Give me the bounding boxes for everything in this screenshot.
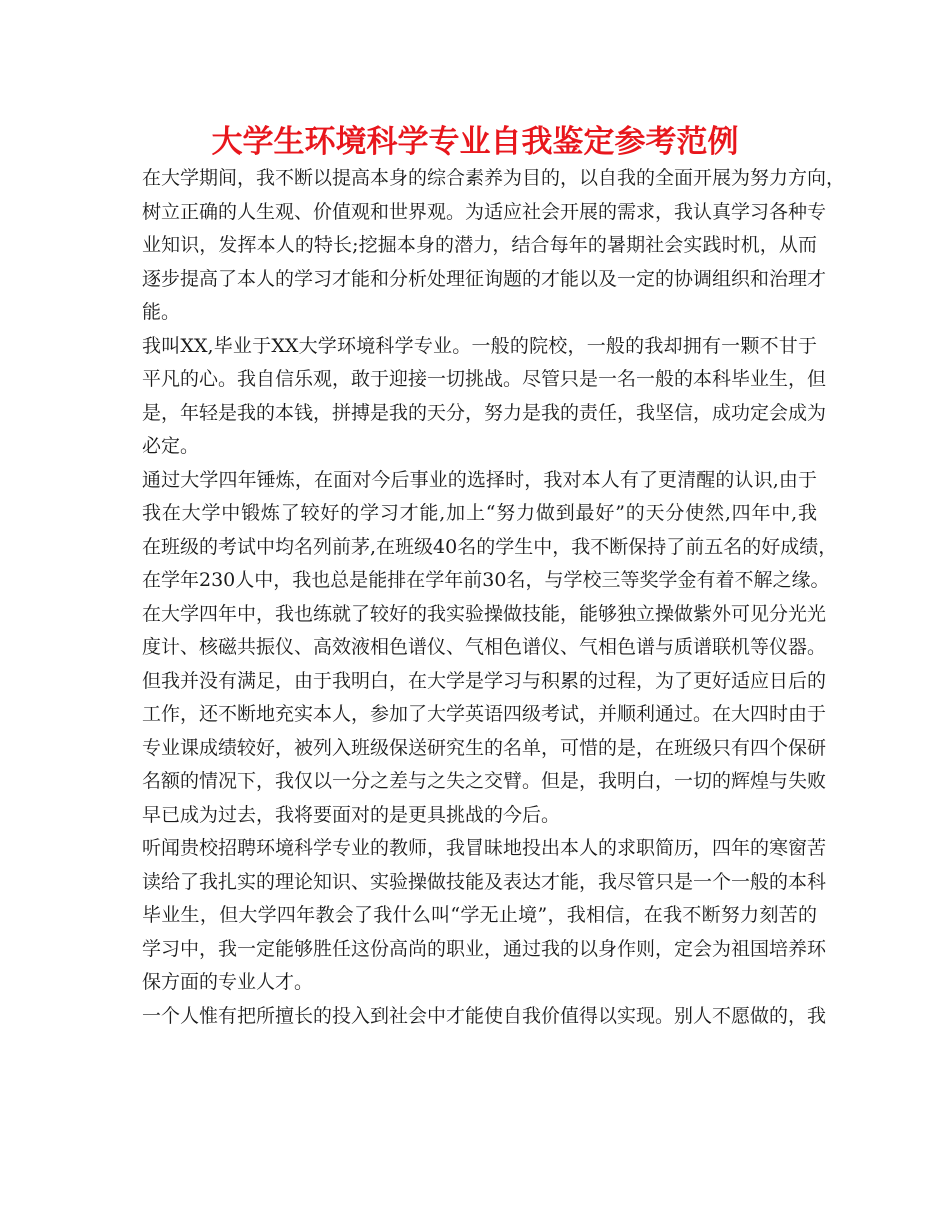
text-line: 名额的情况下，我仅以一分之差与之失之交臂。但是，我明白，一切的辉煌与失败 <box>142 770 827 792</box>
text-line: 通过大学四年锤炼，在面对今后事业的选择时，我对本人有了更清醒的认识,由于 <box>142 468 817 491</box>
text-line: 毕业生，但大学四年教会了我什么叫“学无止境”，我相信，在我不断努力刻苦的 <box>142 904 817 926</box>
text-line: 平凡的心。我自信乐观，敢于迎接一切挑战。尽管只是一名一般的本科毕业生，但 <box>142 368 827 390</box>
text-line: 我叫XX,毕业于XX大学环境科学专业。一般的院校，一般的我却拥有一颗不甘于 <box>142 334 817 357</box>
text-line: 在大学期间，我不断以提高本身的综合素养为目的，以自我的全面开展为努力方向， <box>142 167 846 189</box>
text-line: 一个人惟有把所擅长的投入到社会中才能使自我价值得以实现。别人不愿做的，我 <box>142 1004 827 1027</box>
document-body <box>142 162 846 1033</box>
text-line: 听闻贵校招聘环境科学专业的教师，我冒昧地投出本人的求职简历，四年的寒窗苦 <box>142 837 827 859</box>
text-line: 在大学四年中，我也练就了较好的我实验操做技能，能够独立操做紫外可见分光光 <box>142 602 827 625</box>
text-line: 树立正确的人生观、价值观和世界观。为适应社会开展的需求，我认真学习各种专 <box>142 200 827 223</box>
text-line: 逐步提高了本人的学习才能和分析处理征询题的才能以及一定的协调组织和治理才 <box>142 267 827 290</box>
text-line: 但我并没有满足，由于我明白，在大学是学习与积累的过程，为了更好适应日后的 <box>142 669 827 692</box>
text-line: 在学年230人中，我也总是能排在学年前30名，与学校三等奖学金有着不解之缘。 <box>142 569 830 591</box>
text-line: 读给了我扎实的理论知识、实验操做技能及表达才能，我尽管只是一个一般的本科 <box>142 870 827 893</box>
text-line: 早已成为过去，我将要面对的是更具挑战的今后。 <box>142 803 561 826</box>
text-line: 必定。 <box>142 435 200 457</box>
text-line: 专业课成绩较好，被列入班级保送研究生的名单，可惜的是，在班级只有四个保研 <box>142 736 827 759</box>
text-line: 保方面的专业人才。 <box>142 971 314 993</box>
text-line: 业知识，发挥本人的特长;挖掘本身的潜力，结合每年的暑期社会实践时机，从而 <box>142 234 817 256</box>
text-line: 工作，还不断地充实本人，参加了大学英语四级考试，并顺利通过。在大四时由于 <box>142 703 827 725</box>
document-title: 大学生环境科学专业自我鉴定参考范例 <box>211 124 739 160</box>
text-line: 学习中，我一定能够胜任这份高尚的职业，通过我的以身作则，定会为祖国培养环 <box>142 937 827 960</box>
text-line: 度计、核磁共振仪、高效液相色谱仪、气相色谱仪、气相色谱与质谱联机等仪器。 <box>142 636 827 658</box>
text-line: 在班级的考试中均名列前茅,在班级40名的学生中，我不断保持了前五名的好成绩， <box>142 535 838 558</box>
text-line: 能。 <box>142 301 181 323</box>
text-line: 我在大学中锻炼了较好的学习才能,加上“努力做到最好”的天分使然,四年中,我 <box>142 502 817 524</box>
text-line: 是，年轻是我的本钱，拼搏是我的天分，努力是我的责任，我坚信，成功定会成为 <box>142 401 827 424</box>
